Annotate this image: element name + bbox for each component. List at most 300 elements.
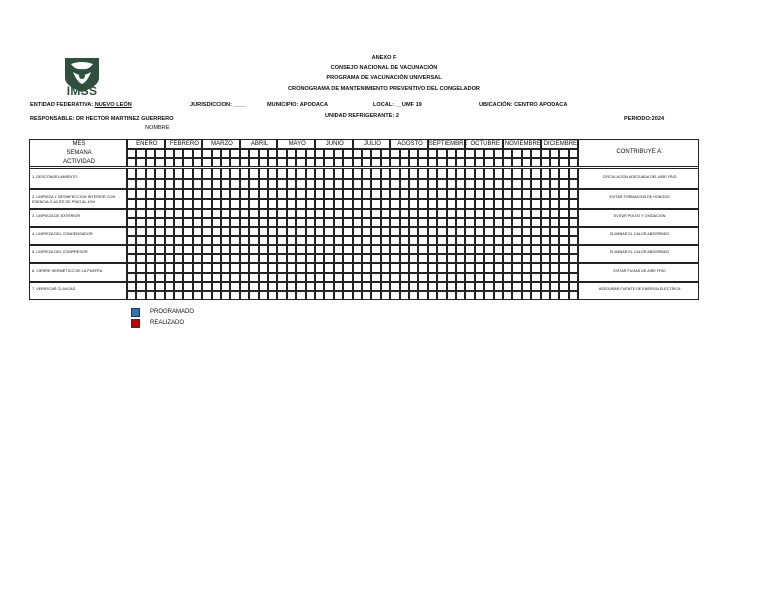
week-cell [193, 199, 202, 209]
week-cell [165, 168, 174, 179]
week-cell [475, 245, 484, 254]
week-cell [456, 199, 465, 209]
week-cell [447, 227, 456, 236]
week-cell [155, 236, 164, 245]
week-cell [155, 149, 164, 158]
week-cell [296, 149, 305, 158]
week-cell [174, 291, 183, 300]
week-cell [437, 254, 446, 263]
week-cell [465, 263, 474, 273]
week-cell [155, 179, 164, 190]
week-cell [212, 218, 221, 227]
week-cell [418, 199, 427, 209]
week-cell [221, 149, 230, 158]
week-cell [390, 263, 399, 273]
week-cell [240, 218, 249, 227]
week-cell [306, 218, 315, 227]
week-cell [174, 254, 183, 263]
week-cell [165, 291, 174, 300]
week-cell [315, 168, 324, 179]
week-cell [183, 236, 192, 245]
week-cell [127, 227, 136, 236]
week-cell [541, 199, 550, 209]
week-cell [447, 245, 456, 254]
week-cell [127, 218, 136, 227]
week-cell [155, 254, 164, 263]
week-cell [127, 263, 136, 273]
week-cell [221, 236, 230, 245]
week-cell [484, 209, 493, 218]
week-cell [334, 263, 343, 273]
week-cell [240, 263, 249, 273]
contribuye-header [578, 139, 699, 167]
week-cell [146, 168, 155, 179]
week-cell [465, 236, 474, 245]
week-cell [306, 282, 315, 291]
week-cell [193, 179, 202, 190]
program-title: PROGRAMA DE VACUNACIÓN UNIVERSAL [326, 75, 442, 81]
week-cell [381, 149, 390, 158]
week-cell [390, 254, 399, 263]
week-cell [155, 218, 164, 227]
week-cell [268, 168, 277, 179]
week-cell [315, 179, 324, 190]
week-cell [475, 254, 484, 263]
week-cell [136, 189, 145, 199]
week-cell [531, 254, 540, 263]
week-cell [522, 199, 531, 209]
week-cell [306, 209, 315, 218]
week-cell [174, 179, 183, 190]
week-cell [343, 254, 352, 263]
week-cell [155, 263, 164, 273]
week-cell [409, 209, 418, 218]
week-cell [418, 263, 427, 273]
week-cell [428, 189, 437, 199]
week-cell [277, 291, 286, 300]
week-cell [550, 199, 559, 209]
week-cell [324, 168, 333, 179]
week-cell [343, 245, 352, 254]
week-cell [259, 189, 268, 199]
week-cell [127, 199, 136, 209]
week-cell [174, 209, 183, 218]
week-cell [475, 282, 484, 291]
week-cell [315, 218, 324, 227]
week-cell [315, 227, 324, 236]
week-cell [484, 245, 493, 254]
month-header-diciembre [541, 139, 579, 149]
week-cell [221, 291, 230, 300]
month-header-noviembre [503, 139, 541, 149]
week-cell [212, 291, 221, 300]
week-cell [268, 273, 277, 283]
week-cell [541, 254, 550, 263]
week-cell [569, 273, 578, 283]
week-cell [541, 218, 550, 227]
week-cell [268, 227, 277, 236]
week-cell [512, 282, 521, 291]
goal-label: ASEGURAR FUENTE DE ENERGIA ELECTRICA [598, 287, 681, 291]
responsable-field: RESPONSABLE: DR HECTOR MARTINEZ GUERRERO [30, 116, 174, 122]
week-cell [334, 236, 343, 245]
week-cell [155, 199, 164, 209]
week-cell [193, 168, 202, 179]
week-cell [409, 291, 418, 300]
week-cell [531, 179, 540, 190]
week-cell [475, 227, 484, 236]
week-cell [522, 179, 531, 190]
week-cell [400, 209, 409, 218]
week-cell [371, 218, 380, 227]
week-cell [541, 282, 550, 291]
week-cell [353, 189, 362, 199]
week-cell [447, 263, 456, 273]
week-cell [183, 189, 192, 199]
week-cell [202, 282, 211, 291]
goal-cell-4 [578, 227, 699, 245]
week-cell [362, 149, 371, 158]
logo-text: IMSS [66, 84, 98, 98]
week-cell [522, 158, 531, 167]
week-cell [522, 245, 531, 254]
week-cell [343, 189, 352, 199]
week-cell [353, 282, 362, 291]
month-label: AGOSTO [397, 141, 423, 147]
week-cell [531, 218, 540, 227]
week-cell [277, 168, 286, 179]
week-cell [390, 218, 399, 227]
week-cell [494, 218, 503, 227]
week-cell [230, 168, 239, 179]
week-cell [212, 254, 221, 263]
week-cell [155, 168, 164, 179]
week-cell [136, 168, 145, 179]
week-cell [400, 189, 409, 199]
week-cell [456, 263, 465, 273]
week-cell [503, 168, 512, 179]
week-cell [193, 254, 202, 263]
week-cell [484, 199, 493, 209]
week-cell [165, 236, 174, 245]
week-cell [418, 189, 427, 199]
week-cell [559, 179, 568, 190]
week-cell [437, 273, 446, 283]
week-cell [494, 273, 503, 283]
activity-row-6 [29, 263, 127, 282]
week-cell [202, 291, 211, 300]
week-cell [522, 149, 531, 158]
week-cell [447, 189, 456, 199]
week-cell [381, 158, 390, 167]
week-cell [428, 227, 437, 236]
week-cell [371, 282, 380, 291]
week-cell [494, 189, 503, 199]
week-cell [334, 158, 343, 167]
week-cell [240, 168, 249, 179]
week-cell [512, 273, 521, 283]
week-cell [512, 149, 521, 158]
week-cell [456, 282, 465, 291]
week-cell [127, 282, 136, 291]
week-cell [381, 291, 390, 300]
week-cell [362, 254, 371, 263]
week-cell [541, 179, 550, 190]
month-label: FEBRERO [169, 141, 199, 147]
week-cell [334, 199, 343, 209]
week-cell [249, 263, 258, 273]
week-cell [221, 245, 230, 254]
week-cell [512, 209, 521, 218]
week-cell [249, 291, 258, 300]
week-cell [418, 209, 427, 218]
week-cell [400, 236, 409, 245]
week-cell [146, 189, 155, 199]
week-cell [136, 227, 145, 236]
week-cell [465, 168, 474, 179]
week-cell [343, 263, 352, 273]
month-label: MAYO [288, 141, 306, 147]
activity-row-7 [29, 282, 127, 300]
week-cell [146, 263, 155, 273]
week-cell [522, 282, 531, 291]
week-cell [343, 199, 352, 209]
week-cell [503, 273, 512, 283]
week-cell [381, 273, 390, 283]
week-cell [324, 236, 333, 245]
week-cell [362, 168, 371, 179]
month-header-octubre [465, 139, 503, 149]
month-label: ABRIL [250, 141, 269, 147]
week-cell [569, 291, 578, 300]
week-cell [456, 149, 465, 158]
week-cell [174, 218, 183, 227]
week-cell [400, 199, 409, 209]
week-cell [465, 282, 474, 291]
week-cell [550, 245, 559, 254]
week-cell [324, 282, 333, 291]
week-cell [127, 236, 136, 245]
week-cell [334, 273, 343, 283]
week-cell [212, 158, 221, 167]
week-cell [221, 209, 230, 218]
week-cell [296, 282, 305, 291]
week-cell [324, 263, 333, 273]
week-cell [221, 282, 230, 291]
activity-row-5 [29, 245, 127, 263]
week-cell [437, 209, 446, 218]
week-cell [315, 158, 324, 167]
week-cell [183, 199, 192, 209]
week-cell [531, 263, 540, 273]
week-cell [146, 149, 155, 158]
week-cell [146, 254, 155, 263]
week-cell [522, 254, 531, 263]
week-cell [136, 236, 145, 245]
week-cell [334, 282, 343, 291]
week-cell [287, 291, 296, 300]
week-cell [146, 245, 155, 254]
week-cell [437, 168, 446, 179]
week-cell [259, 168, 268, 179]
month-header-febrero [165, 139, 203, 149]
week-cell [569, 227, 578, 236]
week-cell [249, 168, 258, 179]
week-cell [475, 291, 484, 300]
week-cell [409, 245, 418, 254]
week-cell [522, 218, 531, 227]
week-cell [155, 273, 164, 283]
week-cell [306, 179, 315, 190]
week-cell [390, 245, 399, 254]
week-cell [306, 158, 315, 167]
week-cell [569, 254, 578, 263]
week-cell [475, 218, 484, 227]
week-cell [183, 282, 192, 291]
week-cell [202, 158, 211, 167]
week-cell [324, 209, 333, 218]
month-label: SEPTIEMBRE [428, 141, 468, 147]
week-cell [531, 236, 540, 245]
week-cell [343, 291, 352, 300]
week-cell [418, 149, 427, 158]
week-cell [202, 168, 211, 179]
week-cell [343, 236, 352, 245]
week-cell [183, 245, 192, 254]
week-cell [541, 236, 550, 245]
week-cell [484, 179, 493, 190]
week-cell [428, 291, 437, 300]
week-cell [296, 291, 305, 300]
goal-label: CIRCULACION ADECUADA DEL AIRE FRIO [602, 174, 677, 179]
week-cell [371, 209, 380, 218]
week-cell [287, 168, 296, 179]
week-cell [296, 158, 305, 167]
goal-cell-1 [578, 168, 699, 189]
week-cell [324, 254, 333, 263]
week-cell [353, 227, 362, 236]
week-cell [174, 263, 183, 273]
week-cell [268, 218, 277, 227]
week-cell [512, 179, 521, 190]
week-cell [428, 149, 437, 158]
week-cell [456, 168, 465, 179]
week-cell [541, 158, 550, 167]
week-cell [494, 227, 503, 236]
week-cell [362, 209, 371, 218]
week-cell [240, 199, 249, 209]
week-cell [324, 218, 333, 227]
week-cell [418, 227, 427, 236]
week-cell [569, 149, 578, 158]
week-cell [362, 291, 371, 300]
week-cell [202, 236, 211, 245]
week-cell [503, 263, 512, 273]
week-cell [409, 263, 418, 273]
month-header-septiembre [428, 139, 466, 149]
week-cell [249, 179, 258, 190]
week-cell [400, 149, 409, 158]
week-cell [230, 236, 239, 245]
week-cell [409, 273, 418, 283]
week-cell [550, 263, 559, 273]
week-cell [306, 149, 315, 158]
week-cell [512, 236, 521, 245]
week-cell [456, 227, 465, 236]
week-cell [437, 218, 446, 227]
week-cell [465, 273, 474, 283]
month-label: JULIO [363, 141, 381, 147]
week-cell [155, 291, 164, 300]
week-cell [409, 168, 418, 179]
week-cell [390, 149, 399, 158]
week-cell [381, 227, 390, 236]
week-cell [531, 209, 540, 218]
week-cell [136, 254, 145, 263]
week-cell [418, 273, 427, 283]
week-cell [324, 189, 333, 199]
local-field: LOCAL: __UMF 19 [373, 102, 422, 108]
week-cell [465, 245, 474, 254]
week-cell [306, 245, 315, 254]
week-cell [136, 209, 145, 218]
week-cell [174, 199, 183, 209]
week-cell [381, 282, 390, 291]
week-cell [569, 189, 578, 199]
week-cell [183, 179, 192, 190]
week-cell [230, 209, 239, 218]
week-cell [353, 199, 362, 209]
week-cell [183, 218, 192, 227]
goal-cell-6 [578, 263, 699, 282]
week-cell [296, 199, 305, 209]
week-cell [541, 209, 550, 218]
week-cell [428, 168, 437, 179]
week-cell [174, 158, 183, 167]
week-cell [541, 291, 550, 300]
week-cell [193, 282, 202, 291]
week-cell [494, 199, 503, 209]
week-cell [240, 189, 249, 199]
week-cell [381, 199, 390, 209]
week-cell [475, 179, 484, 190]
week-cell [155, 158, 164, 167]
week-cell [541, 245, 550, 254]
week-cell [531, 189, 540, 199]
week-cell [559, 149, 568, 158]
week-cell [146, 236, 155, 245]
week-cell [230, 199, 239, 209]
week-cell [541, 273, 550, 283]
week-cell [343, 227, 352, 236]
week-cell [230, 291, 239, 300]
week-cell [230, 218, 239, 227]
week-cell [503, 245, 512, 254]
council-title: CONSEJO NACIONAL DE VACUNACIÓN [330, 65, 438, 71]
week-cell [249, 273, 258, 283]
ubicacion-field: UBICACIÓN: CENTRO APODACA [479, 102, 568, 108]
week-cell [550, 218, 559, 227]
week-cell [136, 263, 145, 273]
week-cell [212, 149, 221, 158]
week-cell [522, 227, 531, 236]
week-cell [136, 245, 145, 254]
week-cell [240, 254, 249, 263]
week-cell [569, 209, 578, 218]
jurisdiccion-field: JURISDICCION: ____ [190, 102, 246, 108]
week-cell [343, 273, 352, 283]
week-cell [146, 273, 155, 283]
